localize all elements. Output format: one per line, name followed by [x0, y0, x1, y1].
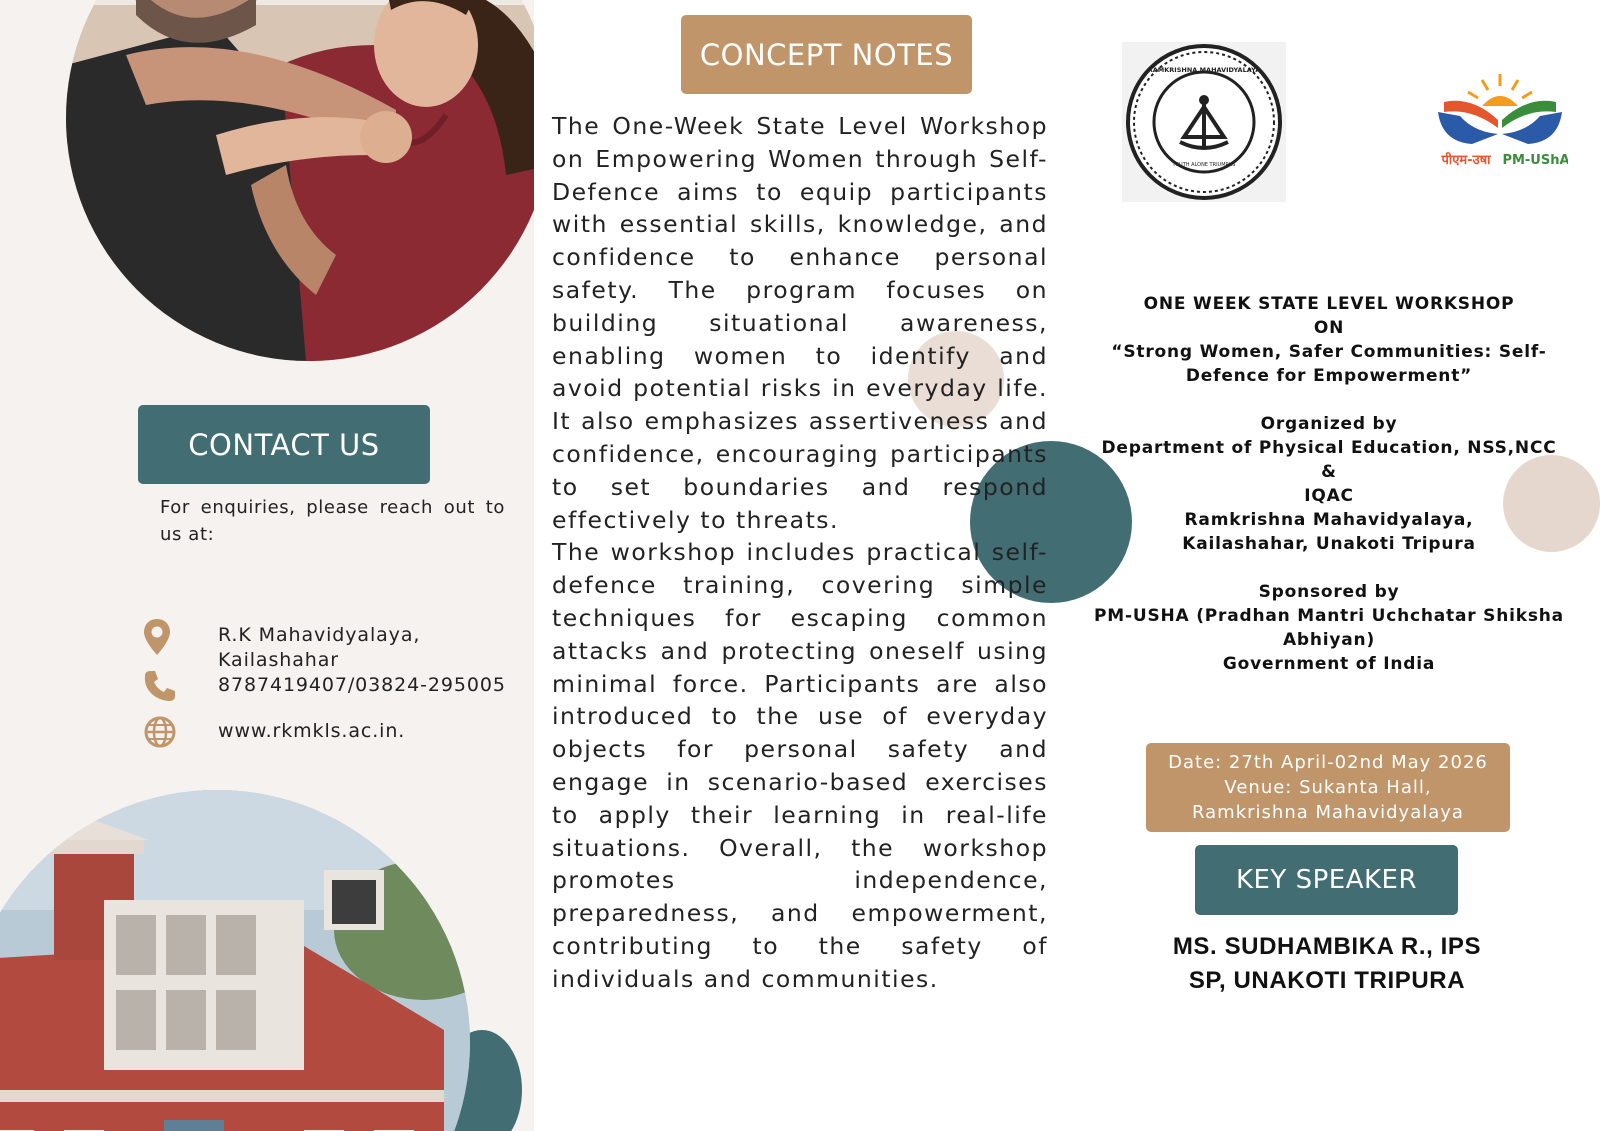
- address-line1: R.K Mahavidyalaya,: [218, 624, 421, 646]
- organizer-line2: IQAC: [1304, 486, 1354, 506]
- sponsor-line3: Government of India: [1222, 654, 1436, 674]
- left-panel: [0, 0, 534, 1131]
- workshop-theme-line2: Defence for Empowerment”: [1185, 366, 1473, 386]
- speaker-details: [1100, 930, 1554, 998]
- concept-notes-body: [552, 110, 1048, 996]
- seal-college-text: RAMKRISHNA MAHAVIDYALAYA: [1147, 66, 1261, 74]
- phone-number: 8787419407/03824-295005: [218, 674, 506, 696]
- workshop-title: ONE WEEK STATE LEVEL WORKSHOP: [1143, 294, 1515, 314]
- event-venue-line1: Venue: Sukanta Hall,: [1224, 777, 1432, 798]
- pm-usha-english-text: PM-UShA: [1502, 153, 1568, 168]
- address-line2: Kailashahar: [218, 649, 339, 671]
- phone-icon: [143, 669, 177, 707]
- concept-paragraph-1: The One-Week State Level Workshop on Empowering Women through Self-Defence aims to equip participants with essential skills, knowledge, and confidence to enhance personal safety. The program focuses on building situational awareness, enabling women to identify and avoid potential risks in everyday life. It also emphasizes assertiveness and confidence, encouraging participants to set boundaries and respond effectively to threats.: [552, 112, 1048, 534]
- event-details-box: [1146, 743, 1510, 832]
- speaker-name: MS. SUDHAMBIKA R., IPS: [1172, 933, 1482, 960]
- self-defence-photo: [66, 0, 534, 361]
- pm-usha-hindi-text: पीएम-उषा: [1441, 153, 1491, 168]
- pm-usha-logo: [1432, 72, 1568, 176]
- college-building-illustration: [0, 790, 470, 1131]
- organizer-ampersand: &: [1321, 462, 1337, 482]
- self-defence-illustration: [66, 0, 534, 361]
- event-date: Date: 27th April-02nd May 2026: [1168, 752, 1488, 773]
- event-venue-line2: Ramkrishna Mahavidyalaya: [1192, 802, 1464, 823]
- sponsor-line2: Abhiyan): [1282, 630, 1376, 650]
- college-line1: Ramkrishna Mahavidyalaya,: [1184, 510, 1474, 530]
- college-line2: Kailashahar, Unakoti Tripura: [1182, 534, 1476, 554]
- workshop-theme-line1: “Strong Women, Safer Communities: Self-: [1111, 342, 1547, 362]
- globe-icon: [143, 715, 177, 753]
- workshop-title-on: ON: [1313, 318, 1345, 338]
- concept-paragraph-2: The workshop includes practical self-defence training, covering simple techniques for escaping common attacks and protecting oneself using minimal force. Participants are also introduced to the use of everyday objects for personal safety and engage in scenario-based exercises to apply their learning in real-life situations. Overall, the workshop promotes independence, preparedness, and empowerment, contributing to the safety of individuals and communities.: [552, 538, 1048, 993]
- college-seal-logo: [1122, 42, 1286, 206]
- enquiry-text: For enquiries, please reach out to us at:: [160, 497, 505, 545]
- college-building-photo: [0, 790, 470, 1131]
- workshop-info: [1082, 292, 1576, 676]
- organized-by-label: Organized by: [1260, 414, 1398, 434]
- contact-us-heading: CONTACT US: [138, 405, 430, 484]
- organizer-line1: Department of Physical Education, NSS,NCC: [1101, 438, 1557, 458]
- key-speaker-heading: KEY SPEAKER: [1195, 845, 1458, 915]
- speaker-designation: SP, UNAKOTI TRIPURA: [1188, 967, 1466, 994]
- location-icon: [143, 618, 171, 660]
- concept-notes-heading: CONCEPT NOTES: [681, 15, 972, 94]
- sponsor-line1: PM-USHA (Pradhan Mantri Uchchatar Shiksha: [1094, 606, 1564, 626]
- sponsored-by-label: Sponsored by: [1258, 582, 1400, 602]
- seal-motto-text: TRUTH ALONE TRIUMPHS: [1172, 162, 1236, 168]
- website-link[interactable]: www.rkmkls.ac.in.: [218, 720, 406, 742]
